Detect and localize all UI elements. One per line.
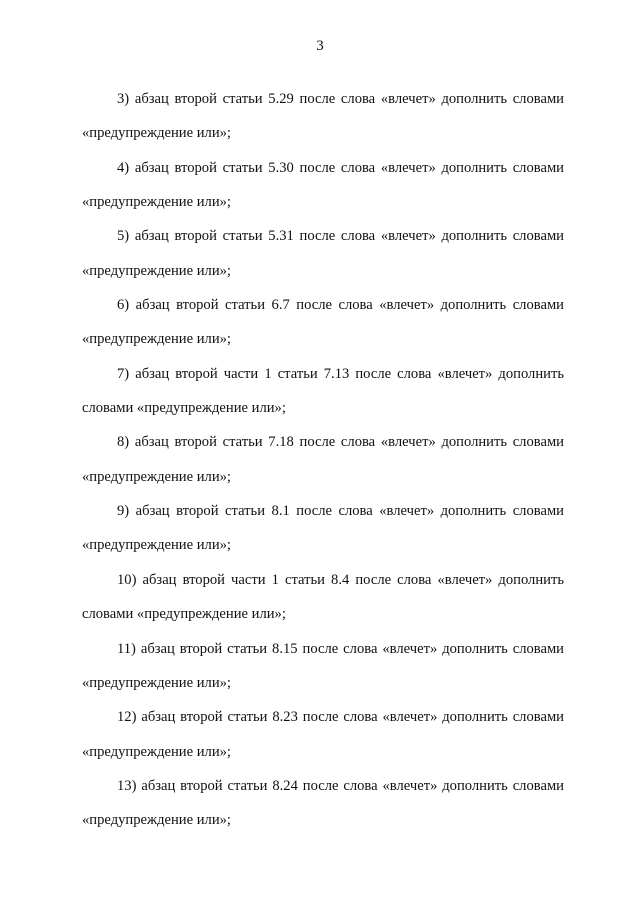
amendment-item — [82, 224, 564, 293]
amendment-item — [82, 293, 564, 362]
amendment-text-line-1: 7) абзац второй части 1 статьи 7.13 после слова «влечет» дополнить — [117, 365, 564, 382]
amendment-text-line-1: 5) абзац второй статьи 5.31 после слова «влечет» дополнить словами — [117, 228, 564, 245]
amendment-item — [82, 499, 564, 568]
amendment-text-line-1: 8) абзац второй статьи 7.18 после слова «влечет» дополнить словами — [117, 434, 564, 451]
amendment-text-line-1: 13) абзац второй статьи 8.24 после слова «влечет» дополнить словами — [117, 777, 564, 794]
amendment-item — [82, 156, 564, 225]
amendment-text-line-1: 10) абзац второй части 1 статьи 8.4 после слова «влечет» дополнить — [117, 571, 564, 588]
amendment-text-line-2: словами «предупреждение или»; — [82, 606, 286, 623]
amendment-text-line-2: словами «предупреждение или»; — [82, 400, 286, 417]
amendment-item — [82, 774, 564, 843]
amendment-text-line-2: «предупреждение или»; — [82, 262, 231, 279]
amendment-text-line-1: 6) абзац второй статьи 6.7 после слова «влечет» дополнить словами — [117, 297, 564, 314]
amendment-text-line-1: 4) абзац второй статьи 5.30 после слова «влечет» дополнить словами — [117, 159, 564, 176]
amendment-text-line-1: 12) абзац второй статьи 8.23 после слова «влечет» дополнить словами — [117, 709, 564, 726]
amendment-text-line-1: 3) абзац второй статьи 5.29 после слова «влечет» дополнить словами — [117, 91, 564, 107]
amendment-text-line-2: «предупреждение или»; — [82, 125, 231, 142]
amendment-item — [82, 430, 564, 499]
amendment-text-line-2: «предупреждение или»; — [82, 194, 231, 211]
amendment-item — [82, 637, 564, 706]
amendment-text-line-2: «предупреждение или»; — [82, 331, 231, 348]
amendment-item — [82, 362, 564, 431]
amendment-text-line-2: «предупреждение или»; — [82, 743, 231, 760]
amendment-text-line-2: «предупреждение или»; — [82, 674, 231, 691]
amendment-text-line-2: «предупреждение или»; — [82, 812, 231, 829]
amendment-item — [82, 568, 564, 637]
amendment-text-line-1: 9) абзац второй статьи 8.1 после слова «влечет» дополнить словами — [117, 503, 564, 520]
page-number: 3 — [316, 38, 324, 54]
amendment-text-line-2: «предупреждение или»; — [82, 537, 231, 554]
amendment-list — [82, 87, 564, 843]
amendment-item — [82, 87, 564, 156]
amendment-item — [82, 705, 564, 774]
amendment-text-line-2: «предупреждение или»; — [82, 468, 231, 485]
amendment-text-line-1: 11) абзац второй статьи 8.15 после слова «влечет» дополнить словами — [117, 640, 564, 657]
